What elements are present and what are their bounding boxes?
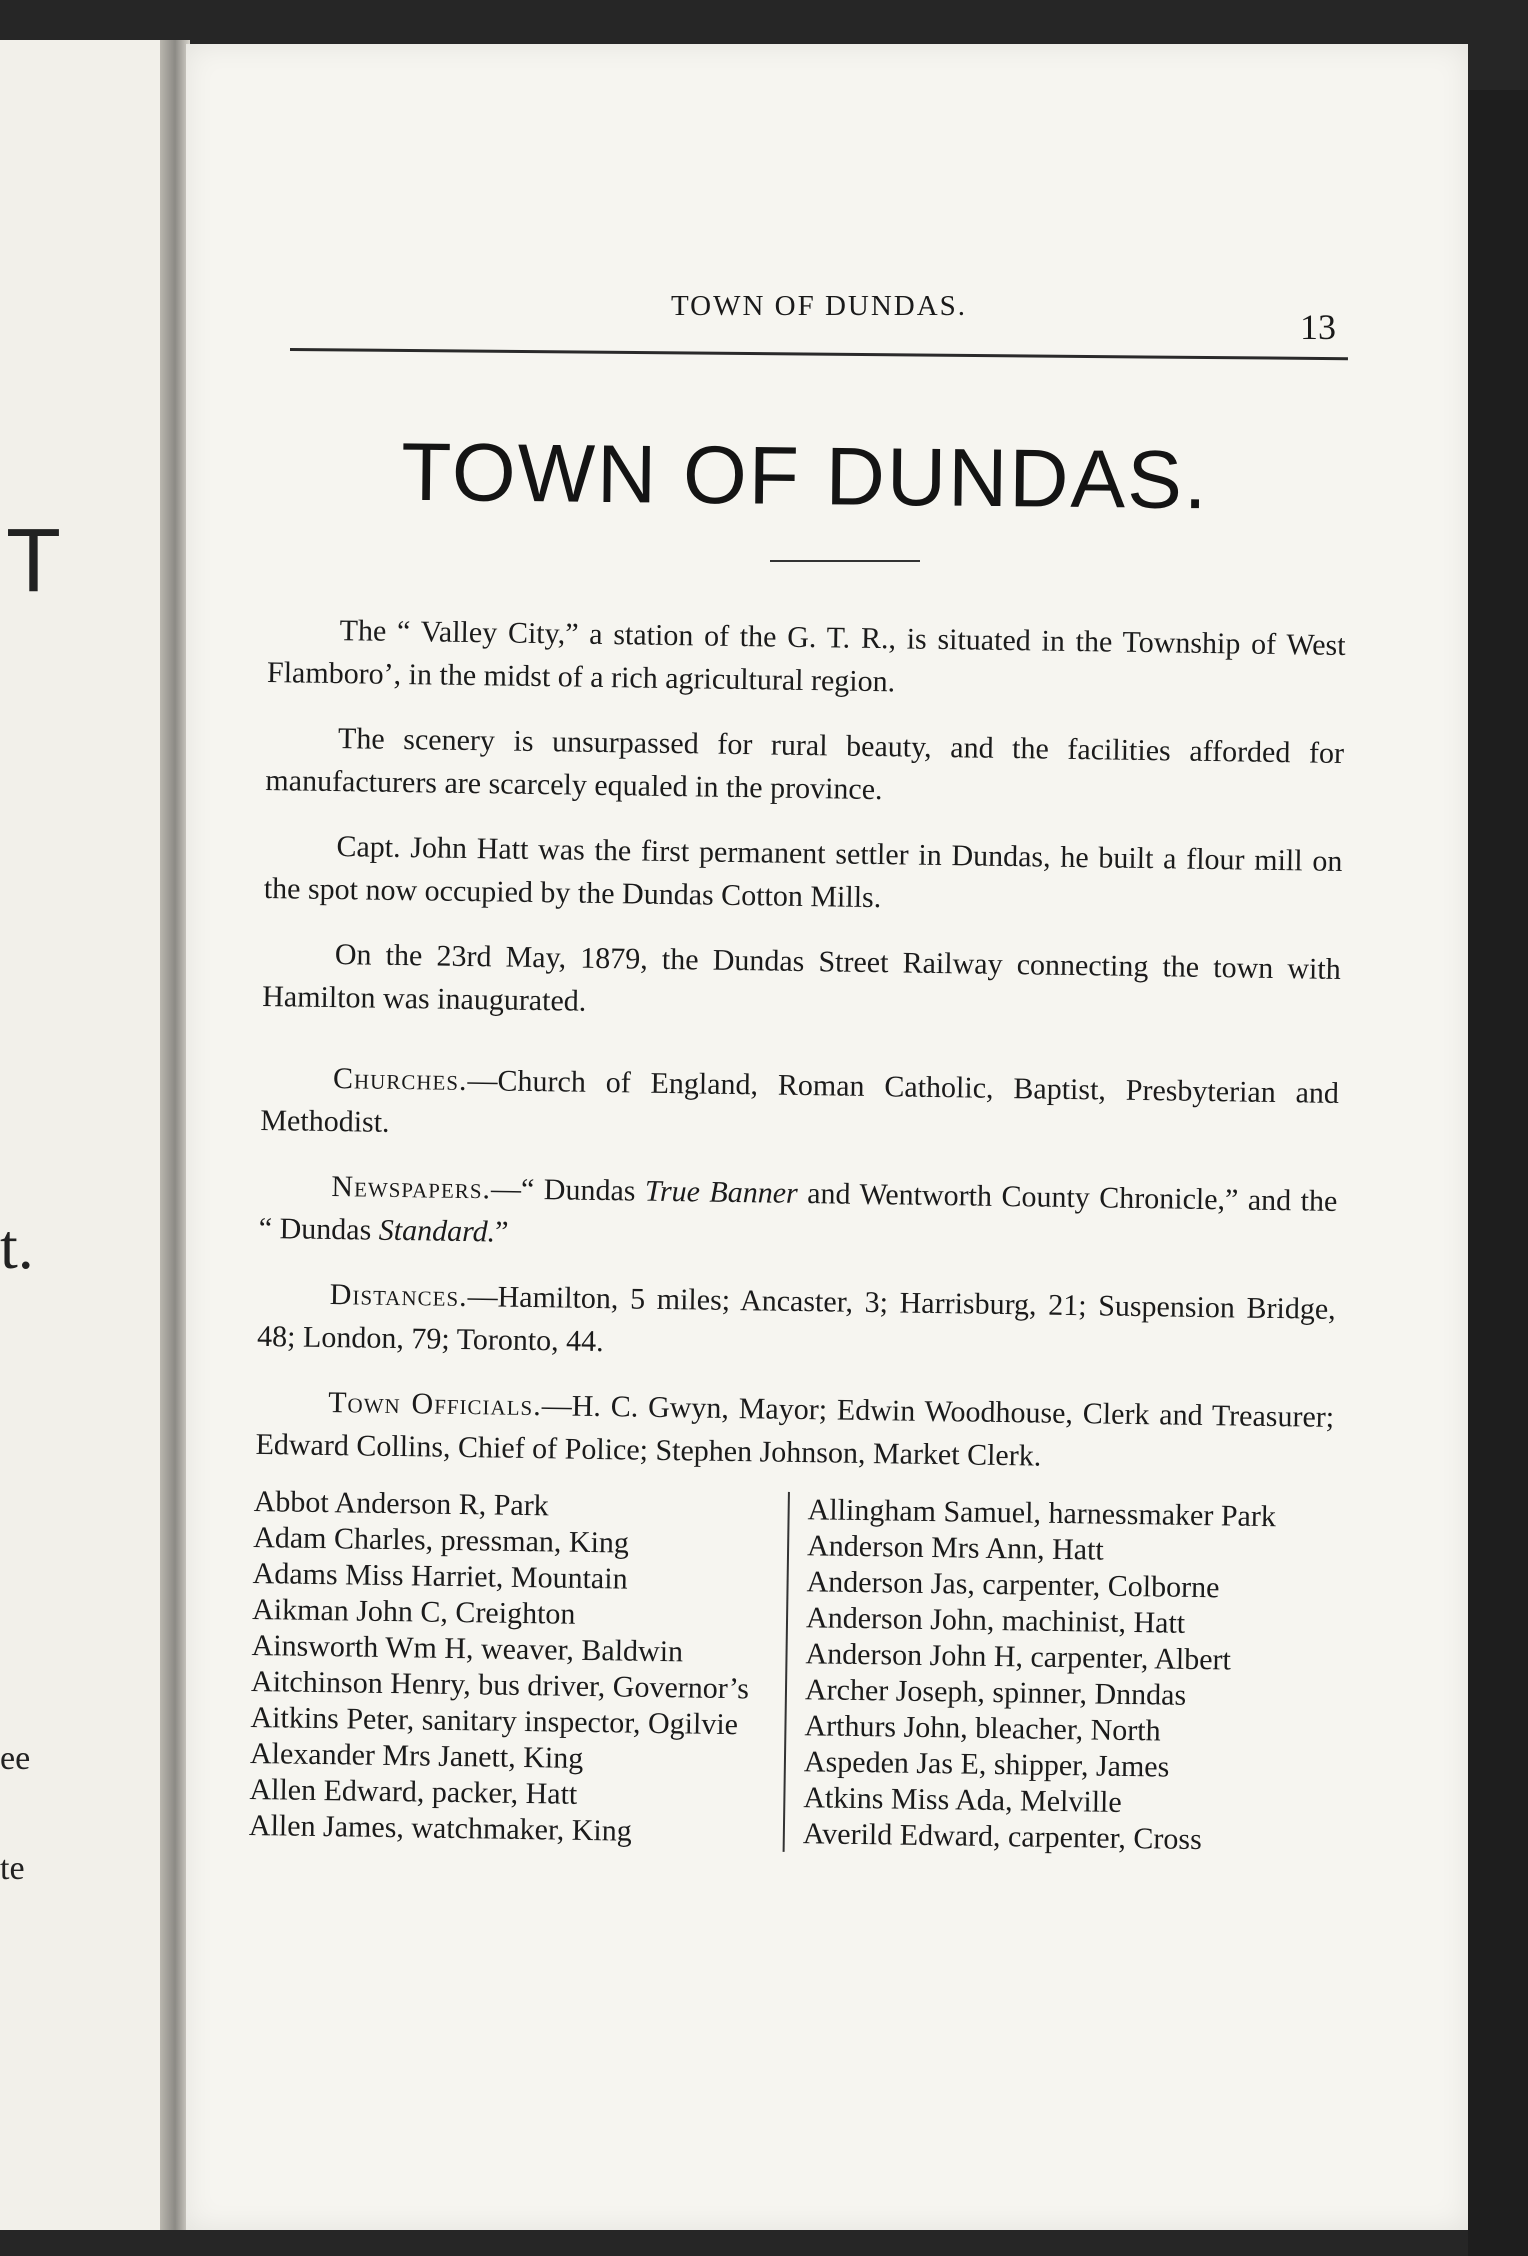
- list-item: Aitkins Peter, sanitary inspector, Ogilvie: [250, 1700, 739, 1742]
- officials-paragraph: [255, 1380, 1334, 1482]
- page-title: TOWN OF DUNDAS.: [400, 426, 1210, 527]
- list-item: Allen Edward, packer, Hatt: [249, 1772, 578, 1811]
- title-rule: [770, 560, 920, 562]
- newspaper-title: True Banner: [644, 1174, 798, 1210]
- list-item: Allen James, watchmaker, King: [248, 1808, 632, 1848]
- running-head: TOWN OF DUNDAS.: [670, 290, 968, 322]
- list-item: Aikman John C, Creighton: [251, 1592, 576, 1631]
- list-item: Allingham Samuel, harnessmaker Park: [807, 1493, 1277, 1534]
- list-item: Aitchinson Henry, bus driver, Governor’s: [250, 1664, 750, 1706]
- churches-text: —Church of England, Roman Catholic, Baptist, Presbyterian and Methodist.: [260, 1064, 1340, 1139]
- directory-column-right: [785, 1492, 1336, 1860]
- newspapers-text: ”: [494, 1215, 509, 1249]
- newspapers-text: and Wentworth County Chronicle,” and the “ Dundas: [258, 1176, 1338, 1247]
- paragraph: The scenery is unsurpassed for rural beauty, and the facilities afforded for manufacturers are scarcely equaled in the province.: [265, 722, 1345, 807]
- facing-page-fragment: t.: [0, 1211, 34, 1282]
- list-item: Averild Edward, carpenter, Cross: [802, 1817, 1203, 1857]
- directory-listing: [249, 1484, 1354, 1860]
- churches-paragraph: [260, 1056, 1339, 1158]
- list-item: Aspeden Jas E, shipper, James: [803, 1745, 1170, 1784]
- list-item: Archer Joseph, spinner, Dnndas: [804, 1673, 1187, 1712]
- newspaper-title: Standard.: [378, 1213, 496, 1249]
- list-item: Arthurs John, bleacher, North: [804, 1709, 1161, 1748]
- facing-page-fragment: ee: [0, 1740, 31, 1777]
- body-text: [255, 608, 1346, 1504]
- paragraph: Capt. John Hatt was the first permanent settler in Dundas, he built a flour mill on the spot now occupied by the Dundas Cotton Mills.: [263, 830, 1343, 915]
- officials-text: —H. C. Gwyn, Mayor; Edwin Woodhouse, Clerk and Treasurer; Edward Collins, Chief of Police; Stephen Johnson, Market Clerk.: [255, 1389, 1335, 1473]
- list-item: Adams Miss Harriet, Mountain: [252, 1556, 628, 1596]
- list-item: Anderson John H, carpenter, Albert: [805, 1637, 1232, 1677]
- facing-page-edge: [0, 40, 168, 2230]
- distances-text: —Hamilton, 5 miles; Ancaster, 3; Harrisburg, 21; Suspension Bridge, 48; London, 79; Toronto, 44.: [256, 1280, 1336, 1359]
- distances-label: Distances.: [329, 1277, 468, 1314]
- churches-label: Churches.: [332, 1062, 468, 1098]
- list-item: Abbot Anderson R, Park: [253, 1484, 549, 1523]
- list-item: Anderson Jas, carpenter, Colborne: [806, 1565, 1220, 1605]
- directory-column-left: [249, 1484, 790, 1852]
- facing-page-fragment: T: [6, 511, 61, 611]
- distances-paragraph: [257, 1272, 1336, 1374]
- newspapers-text: —“ Dundas: [490, 1172, 646, 1208]
- newspapers-label: Newspapers.: [331, 1170, 492, 1206]
- list-item: Atkins Miss Ada, Melville: [803, 1781, 1122, 1819]
- facing-page-fragment: te: [0, 1850, 25, 1887]
- page-number: 13: [1300, 307, 1336, 347]
- list-item: Anderson John, machinist, Hatt: [805, 1601, 1186, 1640]
- officials-label: Town Officials.: [327, 1385, 542, 1423]
- list-item: Ainsworth Wm H, weaver, Baldwin: [251, 1628, 684, 1669]
- newspapers-paragraph: [258, 1164, 1337, 1266]
- list-item: Anderson Mrs Ann, Hatt: [806, 1529, 1105, 1567]
- paragraph: The “ Valley City,” a station of the G. T. R., is situated in the Township of West Flamboro’, in the midst of a rich agricultural region.: [266, 614, 1346, 699]
- list-item: Adam Charles, pressman, King: [252, 1520, 630, 1560]
- paragraph: On the 23rd May, 1879, the Dundas Street Railway connecting the town with Hamilton was inaugurated.: [261, 938, 1342, 1018]
- scan-background: [1468, 90, 1528, 2256]
- list-item: Alexander Mrs Janett, King: [249, 1736, 584, 1775]
